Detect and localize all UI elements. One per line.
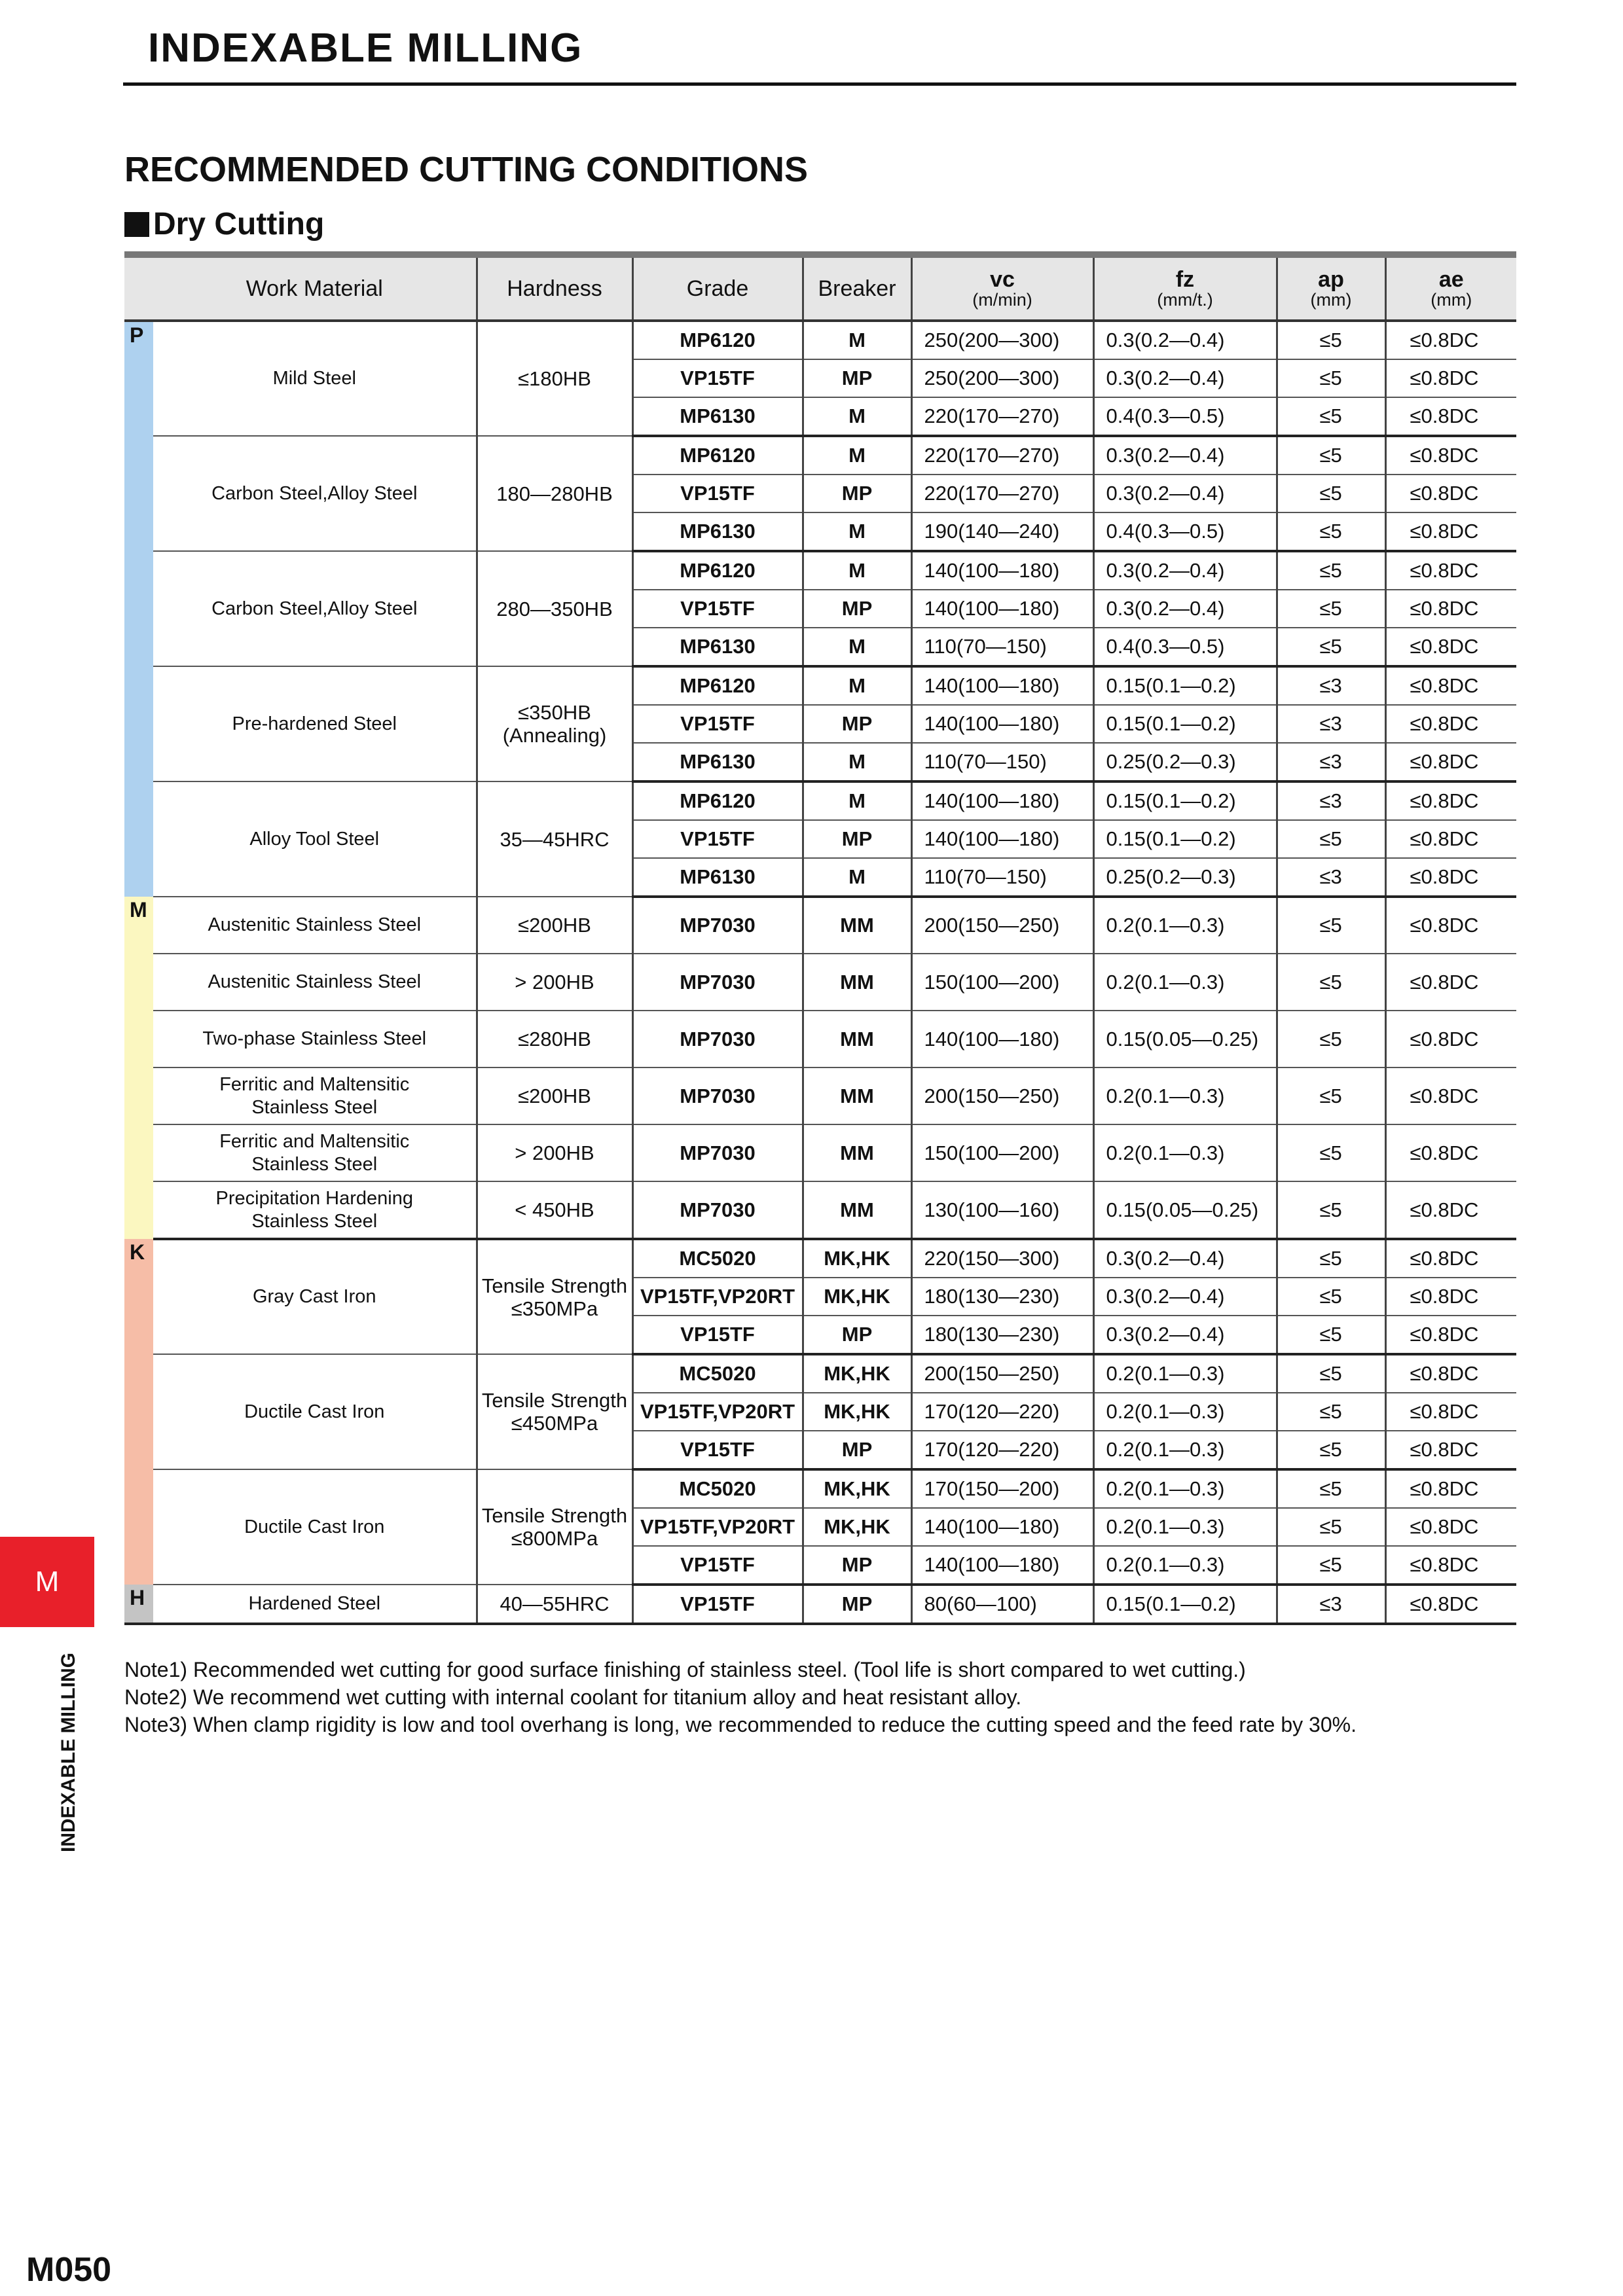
breaker-cell: MP (803, 590, 911, 628)
fz-cell: 0.2(0.1―0.3) (1093, 1393, 1277, 1431)
fz-cell: 0.3(0.2―0.4) (1093, 1316, 1277, 1354)
vc-cell: 110(70―150) (911, 628, 1093, 666)
vc-cell: 180(130―230) (911, 1278, 1093, 1316)
breaker-cell: M (803, 436, 911, 475)
fz-cell: 0.3(0.2―0.4) (1093, 551, 1277, 590)
hardness-cell: ≤280HB (477, 1011, 632, 1067)
work-material-cell: Ductile Cast Iron (153, 1469, 477, 1585)
grade-cell: VP15TF,VP20RT (632, 1508, 803, 1546)
work-material-cell: Pre-hardened Steel (153, 666, 477, 781)
breaker-cell: MM (803, 897, 911, 954)
fz-cell: 0.3(0.2―0.4) (1093, 359, 1277, 397)
vc-cell: 140(100―180) (911, 590, 1093, 628)
vc-cell: 80(60―100) (911, 1585, 1093, 1624)
ae-cell: ≤0.8DC (1385, 1316, 1516, 1354)
class-m-cell: M (124, 897, 153, 1239)
header-ae-unit: (mm) (1431, 290, 1472, 310)
ae-cell: ≤0.8DC (1385, 1067, 1516, 1124)
work-material-cell: Alloy Tool Steel (153, 781, 477, 897)
grade-cell: MC5020 (632, 1354, 803, 1393)
ap-cell: ≤5 (1277, 820, 1385, 858)
vc-cell: 140(100―180) (911, 1508, 1093, 1546)
ap-cell: ≤5 (1277, 1181, 1385, 1239)
grade-cell: MC5020 (632, 1469, 803, 1508)
work-material-cell: Two-phase Stainless Steel (153, 1011, 477, 1067)
ae-cell: ≤0.8DC (1385, 1354, 1516, 1393)
table-row (124, 897, 1516, 954)
ae-cell: ≤0.8DC (1385, 1011, 1516, 1067)
vc-cell: 200(150―250) (911, 1067, 1093, 1124)
ae-cell: ≤0.8DC (1385, 1469, 1516, 1508)
note-1 (124, 1656, 1357, 1683)
header-vc-symbol: vc (990, 267, 1015, 292)
table-row (124, 1239, 1516, 1278)
breaker-cell: M (803, 858, 911, 897)
breaker-cell: MP (803, 1316, 911, 1354)
breaker-cell: MK,HK (803, 1469, 911, 1508)
hardness-cell: ≤180HB (477, 321, 632, 436)
ap-cell: ≤5 (1277, 590, 1385, 628)
ap-cell: ≤3 (1277, 666, 1385, 705)
hardness-cell: 180―280HB (477, 436, 632, 551)
ae-cell: ≤0.8DC (1385, 359, 1516, 397)
ae-cell: ≤0.8DC (1385, 551, 1516, 590)
vc-cell: 250(200―300) (911, 321, 1093, 359)
note-label: Note1) (124, 1658, 188, 1681)
fz-cell: 0.15(0.05―0.25) (1093, 1181, 1277, 1239)
table-row (124, 1011, 1516, 1067)
header-hardness: Hardness (477, 255, 632, 321)
ae-cell: ≤0.8DC (1385, 1585, 1516, 1624)
breaker-cell: M (803, 781, 911, 820)
breaker-cell: MP (803, 705, 911, 743)
hardness-cell: ≤200HB (477, 1067, 632, 1124)
vc-cell: 220(170―270) (911, 397, 1093, 436)
ap-cell: ≤5 (1277, 475, 1385, 512)
vc-cell: 140(100―180) (911, 1546, 1093, 1585)
ae-cell: ≤0.8DC (1385, 954, 1516, 1011)
work-material-cell: Mild Steel (153, 321, 477, 436)
vc-cell: 150(100―200) (911, 1124, 1093, 1181)
breaker-cell: MP (803, 1431, 911, 1469)
grade-cell: VP15TF (632, 1546, 803, 1585)
notes-block (124, 1656, 1357, 1738)
grade-cell: VP15TF (632, 590, 803, 628)
header-class-cell (124, 255, 153, 321)
breaker-cell: MK,HK (803, 1278, 911, 1316)
material-line-2: Stainless Steel (251, 1153, 378, 1175)
grade-cell: VP15TF (632, 475, 803, 512)
grade-cell: MP6120 (632, 781, 803, 820)
grade-cell: MP6130 (632, 397, 803, 436)
page-header-title: INDEXABLE MILLING (148, 26, 583, 71)
breaker-cell: MM (803, 1011, 911, 1067)
ap-cell: ≤5 (1277, 1431, 1385, 1469)
hardness-line-1: ≤350HB (518, 701, 591, 724)
hardness-cell (477, 1469, 632, 1585)
vc-cell: 250(200―300) (911, 359, 1093, 397)
grade-cell: MP6130 (632, 512, 803, 551)
ap-cell: ≤5 (1277, 1067, 1385, 1124)
ae-cell: ≤0.8DC (1385, 666, 1516, 705)
grade-cell: MP7030 (632, 897, 803, 954)
class-p-cell: P (124, 321, 153, 897)
breaker-cell: MP (803, 475, 911, 512)
ap-cell: ≤5 (1277, 551, 1385, 590)
ae-cell: ≤0.8DC (1385, 321, 1516, 359)
table-row (124, 1585, 1516, 1624)
hardness-line-1: Tensile Strength (481, 1274, 628, 1297)
vc-cell: 140(100―180) (911, 551, 1093, 590)
work-material-cell (153, 1124, 477, 1181)
fz-cell: 0.2(0.1―0.3) (1093, 1546, 1277, 1585)
grade-cell: MP6120 (632, 666, 803, 705)
table-row (124, 551, 1516, 590)
cutting-conditions-table (124, 251, 1516, 1625)
table-row (124, 436, 1516, 475)
subsection-label: Dry Cutting (153, 207, 325, 242)
fz-cell: 0.3(0.2―0.4) (1093, 1278, 1277, 1316)
ap-cell: ≤5 (1277, 1508, 1385, 1546)
ae-cell: ≤0.8DC (1385, 1393, 1516, 1431)
vc-cell: 200(150―250) (911, 1354, 1093, 1393)
material-line-1: Ferritic and Maltensitic (219, 1073, 410, 1095)
fz-cell: 0.25(0.2―0.3) (1093, 858, 1277, 897)
fz-cell: 0.3(0.2―0.4) (1093, 475, 1277, 512)
fz-cell: 0.15(0.05―0.25) (1093, 1011, 1277, 1067)
ae-cell: ≤0.8DC (1385, 1278, 1516, 1316)
work-material-cell (153, 1181, 477, 1239)
vc-cell: 220(170―270) (911, 436, 1093, 475)
hardness-cell: > 200HB (477, 954, 632, 1011)
ae-cell: ≤0.8DC (1385, 897, 1516, 954)
table-row (124, 1354, 1516, 1393)
ap-cell: ≤3 (1277, 705, 1385, 743)
header-ae (1385, 255, 1516, 321)
ae-cell: ≤0.8DC (1385, 436, 1516, 475)
grade-cell: MP6130 (632, 628, 803, 666)
ae-cell: ≤0.8DC (1385, 628, 1516, 666)
grade-cell: VP15TF (632, 820, 803, 858)
breaker-cell: MP (803, 1546, 911, 1585)
ap-cell: ≤5 (1277, 397, 1385, 436)
fz-cell: 0.15(0.1―0.2) (1093, 666, 1277, 705)
ae-cell: ≤0.8DC (1385, 858, 1516, 897)
work-material-cell: Hardened Steel (153, 1585, 477, 1624)
header-ap-symbol: ap (1318, 267, 1344, 292)
header-vc-unit: (m/min) (972, 290, 1032, 310)
hardness-line-1: Tensile Strength (481, 1504, 628, 1527)
subsection-title (124, 206, 324, 242)
ae-cell: ≤0.8DC (1385, 1546, 1516, 1585)
hardness-cell: 35―45HRC (477, 781, 632, 897)
grade-cell: MP6120 (632, 551, 803, 590)
material-line-2: Stainless Steel (251, 1210, 378, 1232)
hardness-cell (477, 1354, 632, 1469)
fz-cell: 0.2(0.1―0.3) (1093, 1431, 1277, 1469)
grade-cell: MP7030 (632, 1011, 803, 1067)
work-material-cell: Ductile Cast Iron (153, 1354, 477, 1469)
ae-cell: ≤0.8DC (1385, 1239, 1516, 1278)
table-row (124, 1469, 1516, 1508)
class-k-cell: K (124, 1239, 153, 1585)
grade-cell: MP6120 (632, 321, 803, 359)
breaker-cell: MP (803, 1585, 911, 1624)
material-line-1: Precipitation Hardening (215, 1187, 413, 1209)
note-text: When clamp rigidity is low and tool overhang is long, we recommended to reduce the cutting speed and the feed rate by 30%. (192, 1713, 1357, 1736)
vc-cell: 180(130―230) (911, 1316, 1093, 1354)
note-2 (124, 1683, 1357, 1711)
breaker-cell: MK,HK (803, 1508, 911, 1546)
header-fz (1093, 255, 1277, 321)
table-row (124, 321, 1516, 359)
fz-cell: 0.2(0.1―0.3) (1093, 1508, 1277, 1546)
ap-cell: ≤5 (1277, 1546, 1385, 1585)
ap-cell: ≤5 (1277, 436, 1385, 475)
ap-cell: ≤5 (1277, 954, 1385, 1011)
breaker-cell: M (803, 321, 911, 359)
table-row (124, 666, 1516, 705)
fz-cell: 0.15(0.1―0.2) (1093, 705, 1277, 743)
fz-cell: 0.15(0.1―0.2) (1093, 781, 1277, 820)
header-work-material: Work Material (153, 255, 477, 321)
ap-cell: ≤5 (1277, 512, 1385, 551)
ae-cell: ≤0.8DC (1385, 743, 1516, 781)
vc-cell: 130(100―160) (911, 1181, 1093, 1239)
grade-cell: MP7030 (632, 1181, 803, 1239)
work-material-cell: Carbon Steel,Alloy Steel (153, 436, 477, 551)
table-row (124, 1181, 1516, 1239)
table-row (124, 1067, 1516, 1124)
grade-cell: VP15TF,VP20RT (632, 1393, 803, 1431)
ap-cell: ≤3 (1277, 781, 1385, 820)
table-row (124, 781, 1516, 820)
ae-cell: ≤0.8DC (1385, 590, 1516, 628)
ap-cell: ≤5 (1277, 1354, 1385, 1393)
hardness-cell (477, 666, 632, 781)
table-header-row (124, 255, 1516, 321)
vc-cell: 140(100―180) (911, 705, 1093, 743)
fz-cell: 0.25(0.2―0.3) (1093, 743, 1277, 781)
breaker-cell: MK,HK (803, 1239, 911, 1278)
breaker-cell: MK,HK (803, 1393, 911, 1431)
grade-cell: MP7030 (632, 1124, 803, 1181)
ae-cell: ≤0.8DC (1385, 397, 1516, 436)
hardness-cell: > 200HB (477, 1124, 632, 1181)
material-line-2: Stainless Steel (251, 1096, 378, 1118)
hardness-cell: ≤200HB (477, 897, 632, 954)
hardness-line-1: Tensile Strength (481, 1389, 628, 1412)
header-fz-symbol: fz (1175, 267, 1195, 292)
hardness-line-2: ≤350MPa (511, 1297, 598, 1320)
vc-cell: 140(100―180) (911, 1011, 1093, 1067)
vc-cell: 220(170―270) (911, 475, 1093, 512)
hardness-cell: < 450HB (477, 1181, 632, 1239)
note-3 (124, 1711, 1357, 1738)
vc-cell: 150(100―200) (911, 954, 1093, 1011)
grade-cell: VP15TF,VP20RT (632, 1278, 803, 1316)
square-bullet-icon (124, 212, 149, 237)
fz-cell: 0.15(0.1―0.2) (1093, 820, 1277, 858)
hardness-cell: 40―55HRC (477, 1585, 632, 1624)
grade-cell: VP15TF (632, 1585, 803, 1624)
ae-cell: ≤0.8DC (1385, 475, 1516, 512)
ap-cell: ≤3 (1277, 1585, 1385, 1624)
fz-cell: 0.2(0.1―0.3) (1093, 1354, 1277, 1393)
table-row (124, 1124, 1516, 1181)
side-label (0, 1636, 94, 1852)
work-material-cell: Austenitic Stainless Steel (153, 897, 477, 954)
ap-cell: ≤5 (1277, 1469, 1385, 1508)
vc-cell: 200(150―250) (911, 897, 1093, 954)
fz-cell: 0.4(0.3―0.5) (1093, 397, 1277, 436)
hardness-line-2: ≤800MPa (511, 1527, 598, 1550)
work-material-cell: Carbon Steel,Alloy Steel (153, 551, 477, 666)
work-material-cell: Gray Cast Iron (153, 1239, 477, 1354)
ae-cell: ≤0.8DC (1385, 1508, 1516, 1546)
header-grade: Grade (632, 255, 803, 321)
vc-cell: 190(140―240) (911, 512, 1093, 551)
table-row (124, 954, 1516, 1011)
header-ae-symbol: ae (1438, 267, 1464, 292)
material-line-1: Ferritic and Maltensitic (219, 1130, 410, 1152)
note-label: Note2) (124, 1685, 188, 1709)
vc-cell: 140(100―180) (911, 781, 1093, 820)
work-material-cell (153, 1067, 477, 1124)
ap-cell: ≤5 (1277, 1278, 1385, 1316)
hardness-cell (477, 1239, 632, 1354)
grade-cell: MC5020 (632, 1239, 803, 1278)
ap-cell: ≤5 (1277, 628, 1385, 666)
grade-cell: MP6130 (632, 743, 803, 781)
ae-cell: ≤0.8DC (1385, 1431, 1516, 1469)
page-number: M050 (26, 2251, 112, 2289)
note-label: Note3) (124, 1713, 188, 1736)
ae-cell: ≤0.8DC (1385, 705, 1516, 743)
ap-cell: ≤5 (1277, 1011, 1385, 1067)
vc-cell: 140(100―180) (911, 666, 1093, 705)
ae-cell: ≤0.8DC (1385, 781, 1516, 820)
breaker-cell: MM (803, 1181, 911, 1239)
ae-cell: ≤0.8DC (1385, 1124, 1516, 1181)
fz-cell: 0.2(0.1―0.3) (1093, 1469, 1277, 1508)
header-ap (1277, 255, 1385, 321)
ae-cell: ≤0.8DC (1385, 1181, 1516, 1239)
grade-cell: VP15TF (632, 1431, 803, 1469)
breaker-cell: M (803, 551, 911, 590)
fz-cell: 0.2(0.1―0.3) (1093, 954, 1277, 1011)
vc-cell: 140(100―180) (911, 820, 1093, 858)
grade-cell: MP6130 (632, 858, 803, 897)
ap-cell: ≤5 (1277, 897, 1385, 954)
fz-cell: 0.4(0.3―0.5) (1093, 512, 1277, 551)
header-breaker: Breaker (803, 255, 911, 321)
header-vc (911, 255, 1093, 321)
vc-cell: 170(150―200) (911, 1469, 1093, 1508)
breaker-cell: M (803, 666, 911, 705)
fz-cell: 0.3(0.2―0.4) (1093, 1239, 1277, 1278)
ap-cell: ≤5 (1277, 1316, 1385, 1354)
breaker-cell: M (803, 397, 911, 436)
breaker-cell: MP (803, 820, 911, 858)
fz-cell: 0.3(0.2―0.4) (1093, 436, 1277, 475)
breaker-cell: MM (803, 1067, 911, 1124)
vc-cell: 110(70―150) (911, 858, 1093, 897)
breaker-cell: MM (803, 954, 911, 1011)
note-text: We recommend wet cutting with internal coolant for titanium alloy and heat resistant alloy. (192, 1685, 1022, 1709)
grade-cell: VP15TF (632, 359, 803, 397)
fz-cell: 0.15(0.1―0.2) (1093, 1585, 1277, 1624)
ap-cell: ≤5 (1277, 321, 1385, 359)
grade-cell: MP7030 (632, 954, 803, 1011)
breaker-cell: M (803, 628, 911, 666)
ae-cell: ≤0.8DC (1385, 820, 1516, 858)
ap-cell: ≤5 (1277, 359, 1385, 397)
fz-cell: 0.4(0.3―0.5) (1093, 628, 1277, 666)
vc-cell: 170(120―220) (911, 1431, 1093, 1469)
header-ap-unit: (mm) (1310, 290, 1352, 310)
hardness-cell: 280―350HB (477, 551, 632, 666)
breaker-cell: M (803, 512, 911, 551)
breaker-cell: MP (803, 359, 911, 397)
ap-cell: ≤5 (1277, 1124, 1385, 1181)
work-material-cell: Austenitic Stainless Steel (153, 954, 477, 1011)
class-h-cell: H (124, 1585, 153, 1624)
grade-cell: VP15TF (632, 705, 803, 743)
grade-cell: MP6120 (632, 436, 803, 475)
fz-cell: 0.2(0.1―0.3) (1093, 1124, 1277, 1181)
vc-cell: 220(150―300) (911, 1239, 1093, 1278)
ap-cell: ≤5 (1277, 1393, 1385, 1431)
ae-cell: ≤0.8DC (1385, 512, 1516, 551)
ap-cell: ≤3 (1277, 858, 1385, 897)
grade-cell: VP15TF (632, 1316, 803, 1354)
fz-cell: 0.3(0.2―0.4) (1093, 590, 1277, 628)
section-title: RECOMMENDED CUTTING CONDITIONS (124, 150, 808, 189)
ap-cell: ≤3 (1277, 743, 1385, 781)
fz-cell: 0.3(0.2―0.4) (1093, 321, 1277, 359)
hardness-line-2: ≤450MPa (511, 1412, 598, 1435)
vc-cell: 110(70―150) (911, 743, 1093, 781)
vc-cell: 170(120―220) (911, 1393, 1093, 1431)
breaker-cell: MM (803, 1124, 911, 1181)
fz-cell: 0.2(0.1―0.3) (1093, 897, 1277, 954)
breaker-cell: MK,HK (803, 1354, 911, 1393)
ap-cell: ≤5 (1277, 1239, 1385, 1278)
header-rule (123, 82, 1516, 86)
side-label-text: INDEXABLE MILLING (58, 1653, 79, 1852)
breaker-cell: M (803, 743, 911, 781)
note-text: Recommended wet cutting for good surface finishing of stainless steel. (Tool life is short compared to wet cutting.) (192, 1658, 1246, 1681)
hardness-line-2: (Annealing) (502, 724, 607, 747)
grade-cell: MP7030 (632, 1067, 803, 1124)
fz-cell: 0.2(0.1―0.3) (1093, 1067, 1277, 1124)
header-fz-unit: (mm/t.) (1157, 290, 1213, 310)
section-tab-m[interactable]: M (0, 1537, 94, 1627)
